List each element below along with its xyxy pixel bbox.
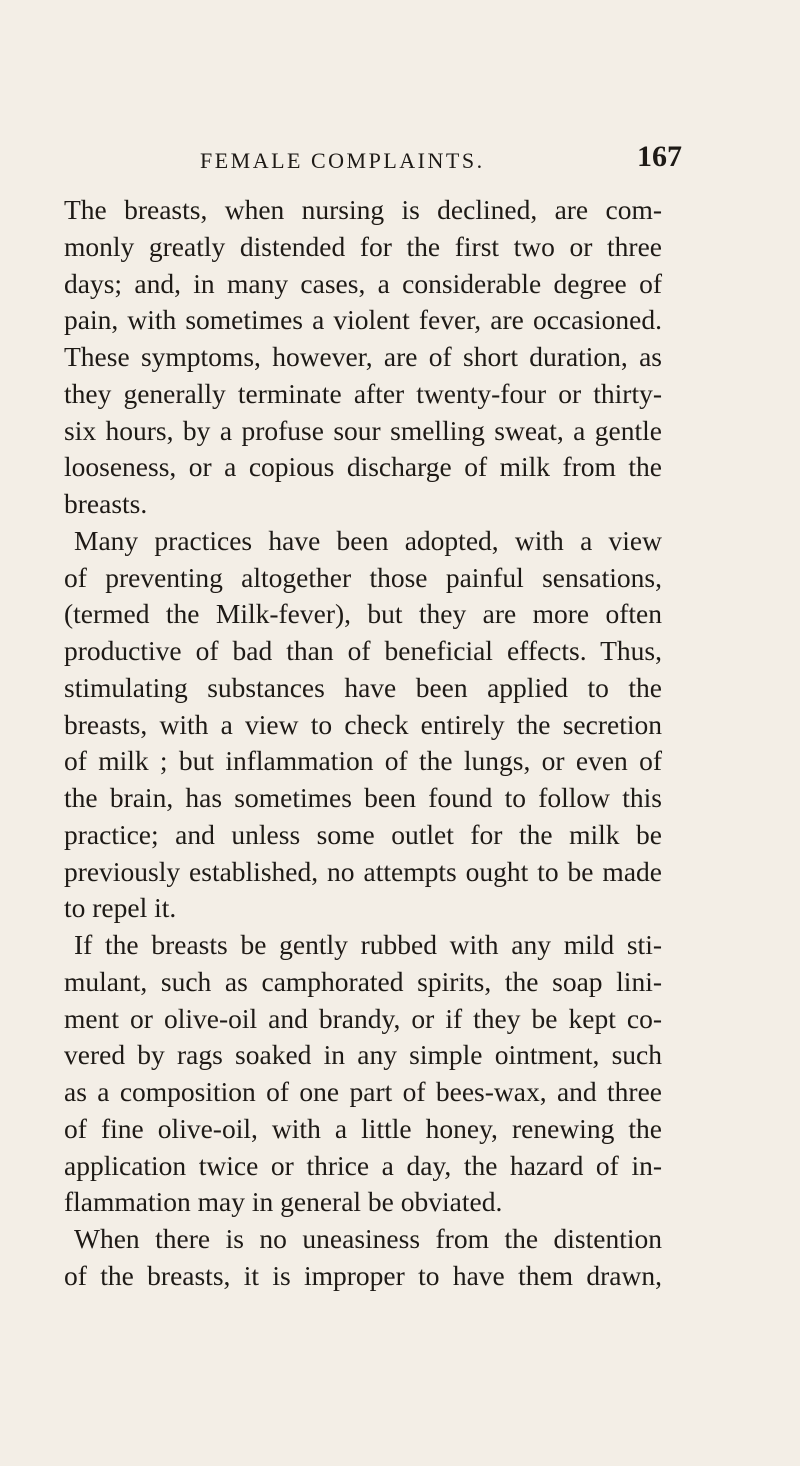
text-line: they generally terminate after twenty-four or thirty- — [64, 377, 662, 409]
text-line: of fine olive-oil, with a little honey, renewing the — [64, 1112, 662, 1144]
text-line: (termed the Milk-fever), but they are more often — [64, 598, 662, 630]
text-line: as a composition of one part of bees-wax, and three — [64, 1076, 662, 1107]
text-line: previously established, no attempts ought to be made — [64, 855, 662, 887]
text-line: application twice or thrice a day, the hazard of in- — [64, 1149, 662, 1181]
text-line: flammation may in general be obviated. — [64, 1186, 503, 1218]
page-number: 167 — [637, 140, 682, 173]
text-line: productive of bad than of beneficial effects. Thus, — [64, 635, 662, 666]
text-line: Many practices have been adopted, with a view — [74, 524, 662, 556]
text-line: If the breasts be gently rubbed with any mild sti- — [74, 929, 662, 960]
running-head — [60, 140, 682, 180]
text-line: The breasts, when nursing is declined, are com- — [64, 194, 662, 225]
text-line: looseness, or a copious discharge of milk from the — [64, 451, 662, 483]
text-line: breasts. — [64, 488, 148, 519]
text-line: six hours, by a profuse sour smelling sweat, a gentle — [64, 414, 662, 446]
text-line: pain, with sometimes a violent fever, are occasioned. — [64, 304, 662, 336]
text-line: of milk ; but inflammation of the lungs, or even of — [64, 745, 662, 777]
text-line: monly greatly distended for the first two or three — [64, 230, 662, 262]
text-line: stimulating substances have been applied to the — [64, 671, 662, 703]
text-line: of the breasts, it is improper to have them drawn, — [64, 1259, 662, 1291]
text-line: breasts, with a view to check entirely the secretion — [64, 708, 662, 740]
text-line: vered by rags soaked in any simple ointment, such — [64, 1039, 662, 1071]
text-line: These symptoms, however, are of short duration, as — [64, 341, 662, 372]
text-line: ment or olive-oil and brandy, or if they be kept co- — [64, 1002, 662, 1034]
running-title: FEMALE COMPLAINTS. — [200, 148, 485, 173]
text-line: practice; and unless some outlet for the milk be — [64, 818, 662, 850]
text-line: mulant, such as camphorated spirits, the soap lini- — [64, 965, 662, 997]
text-line: When there is no uneasiness from the distention — [74, 1223, 662, 1254]
text-line: to repel it. — [64, 892, 177, 924]
body-text — [64, 192, 662, 1295]
text-line: of preventing altogether those painful sensations, — [64, 561, 662, 593]
text-line: the brain, has sometimes been found to follow this — [64, 782, 662, 813]
text-line: days; and, in many cases, a considerable degree of — [64, 267, 662, 299]
